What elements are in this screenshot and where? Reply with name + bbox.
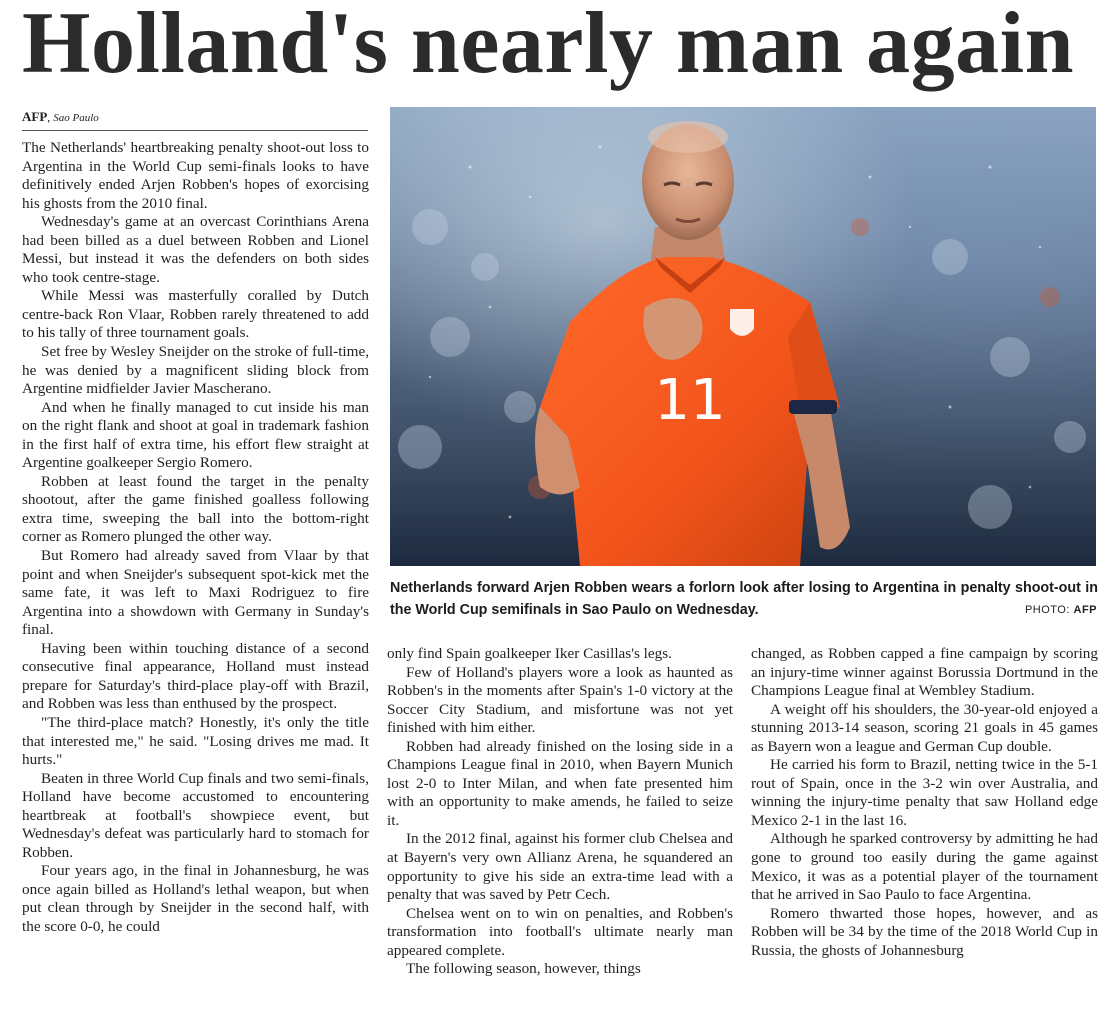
paragraph: Set free by Wesley Sneijder on the stroke of full-time, he was denied by a magnificent sliding block from Argentine midfielder Javier Mascherano. [22, 343, 369, 398]
paragraph: changed, as Robben capped a fine campaign by scoring an injury-time winner against Borussia Dortmund in the Champions League final at Wembley Stadium. [751, 645, 1098, 700]
paragraph: In the 2012 final, against his former club Chelsea and at Bayern's very own Allianz Arena, he squandered an opportunity to give his side an extra-time lead with a penalty that was saved by Petr Cech. [387, 830, 733, 904]
paragraph: Chelsea went on to win on penalties, and Robben's transformation into football's ultimate nearly man appeared complete. [387, 904, 733, 959]
paragraph: While Messi was masterfully coralled by Dutch centre-back Ron Vlaar, Robben rarely threatened to add to his tally of three tournament goals. [22, 287, 369, 342]
paragraph: Four years ago, in the final in Johannesburg, he was once again billed as Holland's lethal weapon, but when put clean through by Sneijder in the second half, with the score 0-0, he could [22, 862, 369, 935]
article-column-3 [751, 645, 1098, 1030]
paragraph: Wednesday's game at an overcast Corinthians Arena had been billed as a duel between Robben and Lionel Messi, but instead it was the defenders on both sides who took centre-stage. [22, 213, 369, 286]
player-illustration [390, 107, 1096, 566]
jersey-number: 11 [654, 368, 726, 433]
paragraph: The following season, however, things [406, 960, 641, 978]
byline: AFP, Sao Paulo [22, 109, 368, 131]
photo-credit [1025, 604, 1097, 616]
paragraph: And when he finally managed to cut inside his man on the right flank and shoot at goal in trademark fashion in the first half of extra time, his effort flew straight at Argentine goalkeeper Sergio Romero. [22, 398, 369, 472]
paragraph: A weight off his shoulders, the 30-year-old enjoyed a stunning 2013-14 season, scoring 21 goals in 45 games as Bayern won a league and German Cup double. [751, 700, 1098, 755]
paragraph: Robben had already finished on the losing side in a Champions League final in 2010, when Bayern Munich lost 2-0 to Inter Milan, and when fate presented him with an opportunity to make amends, he failed to seize it. [387, 737, 733, 829]
paragraph: Although he sparked controversy by admitting he had gone to ground too easily during the game against Mexico, it was as a potential player of the tournament that he arrived in Sao Paulo to face Argentina. [751, 830, 1098, 904]
paragraph: Few of Holland's players wore a look as haunted as Robben's in the moments after Spain's 1-0 victory at the Soccer City Stadium, and misfortune was not yet finished with him either. [387, 663, 733, 737]
paragraph: Robben at least found the target in the penalty shootout, after the game finished goalless following extra time, sweeping the ball into the bottom-right corner as Romero plunged the other way. [22, 472, 369, 546]
paragraph: Beaten in three World Cup finals and two semi-finals, Holland have become accustomed to encountering heartbreak at football's showpiece event, but Wednesday's defeat was particularly hard to stomach for Robben. [22, 769, 369, 861]
byline-place: Sao Paulo [53, 112, 99, 124]
paragraph: But Romero had already saved from Vlaar by that point and when Sneijder's subsequent spot-kick met the same fate, it was left to Maxi Rodriguez to fire Argentina into a showdown with Germany in Sunday's final. [22, 547, 369, 639]
article-column-1 [22, 139, 369, 1029]
headline: Holland's nearly man again [22, 0, 1075, 92]
paragraph: "The third-place match? Honestly, it's only the title that interested me," he said. "Losing drives me mad. It hurts." [22, 713, 369, 769]
paragraph: The Netherlands' heartbreaking penalty shoot-out loss to Argentina in the World Cup semi-finals looks to have definitively ended Arjen Robben's hopes of exorcising his ghosts from the 2010 final. [22, 139, 369, 212]
photo-credit-label: PHOTO: [1024, 604, 1070, 616]
photo-caption: Netherlands forward Arjen Robben wears a forlorn look after losing to Argentina in penalty shoot-out in the World Cup semifinals in Sao Paulo on Wednesday. [390, 580, 1098, 618]
article-column-2 [387, 645, 733, 1030]
paragraph: Romero thwarted those hopes, however, and as Robben will be 34 by the time of the 2018 World Cup in Russia, the ghosts of Johannesburg [751, 904, 1098, 959]
byline-agency: AFP [22, 109, 48, 124]
article-photo [390, 107, 1096, 566]
photo-credit-source: AFP [1073, 604, 1097, 616]
paragraph: only find Spain goalkeeper Iker Casillas's legs. [387, 645, 672, 662]
paragraph: He carried his form to Brazil, netting twice in the 5-1 rout of Spain, once in the 3-2 win over Australia, and winning the injury-time penalty that saw Holland edge Mexico 2-1 in the last 16. [751, 756, 1098, 829]
paragraph: Having been within touching distance of a second consecutive final appearance, Holland must instead prepare for Saturday's third-place play-off with Brazil, and Robben was less than enthused by the prospect. [22, 639, 369, 713]
